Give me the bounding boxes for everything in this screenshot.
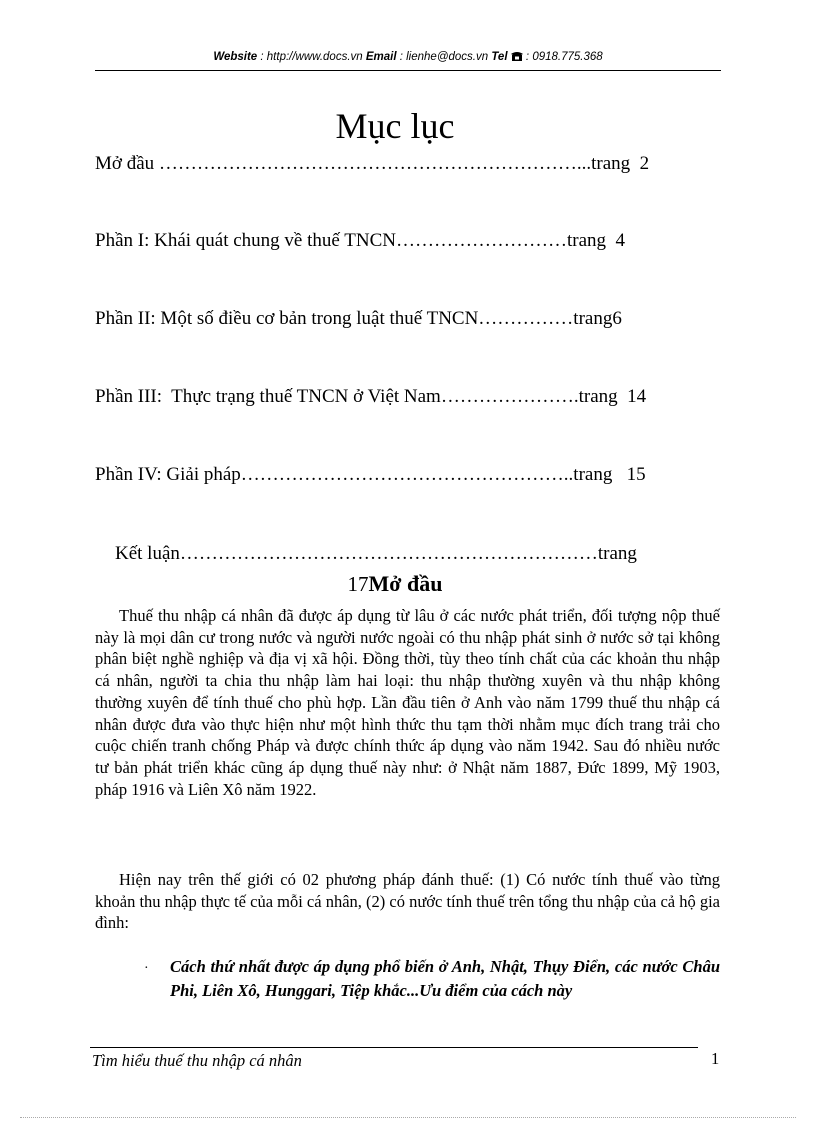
footer-title: Tìm hiểu thuế thu nhập cá nhân — [92, 1051, 302, 1070]
toc-entry: Phần IV: Giải pháp……………………………………………..trang 15 — [95, 464, 646, 485]
toc-entry: Kết luận…………………………………………………………trang — [115, 543, 637, 564]
toc-entry: Phần I: Khái quát chung về thuế TNCN………………………trang 4 — [95, 230, 625, 251]
tel-label: Tel — [491, 51, 508, 63]
section-title: Mở đầu — [368, 571, 443, 596]
toc-entry: Phần II: Một số điều cơ bản trong luật thuế TNCN……………trang6 — [95, 308, 622, 329]
header-divider — [95, 70, 721, 71]
toc-entry: Phần III: Thực trạng thuế TNCN ở Việt Nam………………….trang 14 — [95, 386, 647, 407]
section-number: 17 — [347, 572, 369, 596]
footer-divider — [90, 1047, 698, 1048]
toc-entry: Mở đầu …………………………………………………………...trang 2 — [95, 153, 650, 174]
page-edge-divider — [20, 1117, 796, 1118]
email-label: Email — [365, 51, 397, 63]
website-label: Website — [213, 51, 258, 63]
telephone-icon — [511, 51, 523, 61]
page-number: 1 — [711, 1049, 720, 1068]
tel-value: : 0918.775.368 — [522, 51, 603, 63]
page-header — [0, 51, 816, 63]
body-paragraph: Thuế thu nhập cá nhân đã được áp dụng từ lâu ở các nước phát triển, đối tượng nộp thuế này là mọi dân cư trong nước và người nước ngoài có thu nhập phát sinh ở nước sở tại không phân biệt nghề nghiệp và địa vị xã hội. Đồng thời, tùy theo tính chất của các khoản thu nhập cá nhân, người ta chia thu nhập làm hai loại: thu nhập thường xuyên và thu nhập không thường xuyên để tính thuế cho phù hợp. Lần đầu tiên ở Anh vào năm 1799 thuế thu nhập cá nhân được đưa vào thực hiện như một hình thức thu tạm thời nhằm mục đích trang trải cho cuộc chiến tranh chống Pháp và được chính thức áp dụng vào năm 1942. Sau đó nhiều nước tư bản phát triển khác cũng áp dụng thuế này như: ở Nhật năm 1887, Đức 1899, Mỹ 1903, pháp 1916 và Liên Xô năm 1922. — [95, 606, 720, 799]
body-paragraph: Hiện nay trên thế giới có 02 phương pháp đánh thuế: (1) Có nước tính thuế vào từng khoản thu nhập thực tế của mỗi cá nhân, (2) có nước tính thuế trên tổng thu nhập của cả hộ gia đình: — [95, 870, 721, 933]
website-value: : http://www.docs.vn — [257, 51, 366, 63]
bullet-mark: · — [144, 961, 149, 976]
bullet-item: Cách thứ nhất được áp dụng phổ biến ở Anh, Nhật, Thụy Điển, các nước Châu Phi, Liên Xô, Hunggari, Tiệp khắc...Ưu điểm của cách này — [170, 957, 720, 1000]
section-heading — [0, 570, 790, 598]
toc-title: Mục lục — [335, 106, 455, 146]
email-value: : lienhe@docs.vn — [396, 51, 492, 63]
